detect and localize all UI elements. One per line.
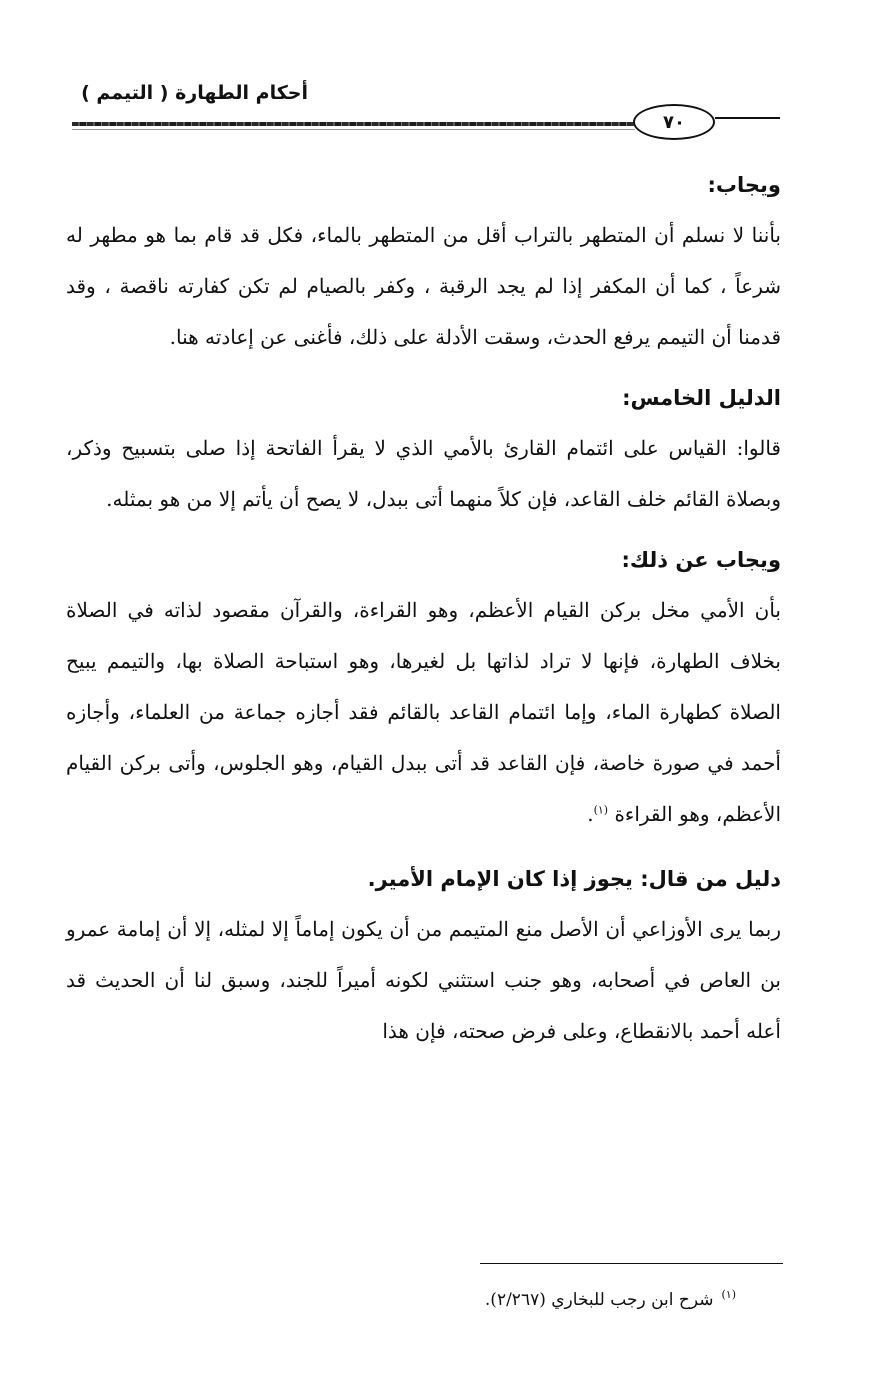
paragraph-reply-text: بأن الأمي مخل بركن القيام الأعظم، وهو القراءة، والقرآن مقصود لذاته في الصلاة بخلاف الطهارة، فإنها لا تراد لذاتها بل لغيرها، وهو استباحة الصلاة بها، والتيمم يبيح الصلاة كطهارة الماء، وإما ائتمام القاعد بالقائم فقد أجازه جماعة من العلماء، وأجازه أحمد في صورة خاصة، فإن القاعد قد أتى ببدل القيام، وهو الجلوس، وأتى بركن القيام الأعظم، وهو القراءة <box>66 598 781 826</box>
running-title: أحكام الطهارة ( التيمم ) <box>81 82 308 104</box>
footnote-marker: (١) <box>721 1288 736 1302</box>
footnote-text: شرح ابن رجب للبخاري (٢/٢٦٧). <box>484 1290 714 1310</box>
header-rule-thin <box>72 129 635 130</box>
paragraph-fifth-evidence: قالوا: القياس على ائتمام القارئ بالأمي الذي لا يقرأ الفاتحة إذا صلى بتسبيح وذكر، وبصلاة القائم خلف القاعد، فإن كلاً منهما أتى ببدل، لا يصح أن يأتم إلا من هو بمثله. <box>66 436 781 511</box>
page-number-badge <box>633 104 715 140</box>
page-header <box>0 0 873 150</box>
header-rule-right <box>715 117 780 119</box>
section-heading-emir: دليل من قال: يجوز إذا كان الإمام الأمير. <box>367 867 781 891</box>
footnote-reference: (١) <box>593 803 609 817</box>
paragraph-response: بأننا لا نسلم أن المتطهر بالتراب أقل من المتطهر بالماء، فكل قد قام بما هو مطهر له شرعاً ، كما أن المكفر إذا لم يجد الرقبة ، وكفر بالصيام لم تكن كفارته ناقصة ، وقد قدمنا أن التيمم يرفع الحدث، وسقت الأدلة على ذلك، فأغنى عن إعادته هنا. <box>66 223 781 349</box>
footnote <box>485 1290 736 1310</box>
section-heading-reply: ويجاب عن ذلك: <box>621 548 781 572</box>
page-body <box>66 160 781 1057</box>
paragraph-emir: ربما يرى الأوزاعي أن الأصل منع المتيمم من أن يكون إماماً إلا لمثله، إلا أن إمامة عمرو بن العاص في أصحابه، وهو جنب استثني لكونه أميراً للجند، وسبق لنا أن الحديث قد أعله أحمد بالانقطاع، وعلى فرض صحته، فإن هذا <box>66 917 781 1043</box>
paragraph-reply-end: . <box>587 802 594 826</box>
section-heading-response: ويجاب: <box>707 173 781 197</box>
paragraph-reply <box>66 585 781 840</box>
section-heading-fifth-evidence: الدليل الخامس: <box>622 386 781 410</box>
footnote-separator <box>480 1263 783 1264</box>
page-number: ٧٠ <box>663 111 685 133</box>
header-rule-thick <box>72 122 635 126</box>
